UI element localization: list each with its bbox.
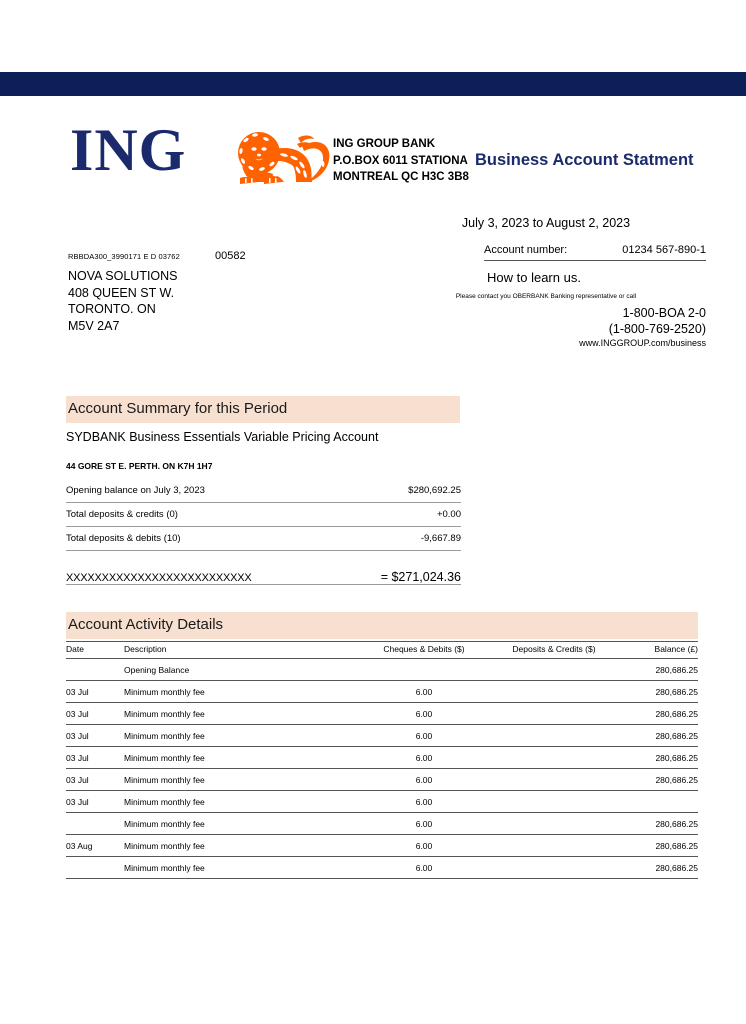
summary-row-amount: +0.00 [436,509,461,520]
cell-debit: 6.00 [354,769,494,791]
cell-description: Minimum monthly fee [124,681,354,703]
account-number-label: Account number: [484,244,568,256]
cell-date: 03 Jul [66,769,124,791]
cell-description: Minimum monthly fee [124,791,354,813]
cell-credit [494,681,614,703]
column-header-credits: Deposits & Credits ($) [494,642,614,659]
cell-credit [494,857,614,879]
cell-credit [494,725,614,747]
cell-credit [494,791,614,813]
cell-balance [614,791,698,813]
table-row [66,857,698,879]
table-row [66,703,698,725]
table-row [66,725,698,747]
statement-period: July 3, 2023 to August 2, 2023 [461,216,631,230]
column-header-debits: Cheques & Debits ($) [354,642,494,659]
cell-balance: 280,686.25 [614,703,698,725]
cell-description: Minimum monthly fee [124,769,354,791]
cell-balance: 280,686.25 [614,857,698,879]
summary-row [66,503,461,527]
summary-row [66,479,461,503]
customer-address [68,268,178,335]
cell-date: 03 Jul [66,747,124,769]
ing-wordmark-logo: ING [70,117,187,183]
account-summary-table [66,479,461,585]
summary-row [66,527,461,551]
customer-name: NOVA SOLUTIONS [68,269,178,283]
cell-balance: 280,686.25 [614,813,698,835]
table-header-row [66,642,698,659]
table-row [66,813,698,835]
customer-address-line-2: TORONTO. ON [68,302,156,317]
summary-row-label: Total deposits & credits (0) [66,509,178,520]
cell-date: 03 Jul [66,725,124,747]
table-row [66,747,698,769]
cell-balance: 280,686.25 [614,747,698,769]
cell-description: Minimum monthly fee [124,703,354,725]
summary-branch-address: 44 GORE ST E. PERTH. ON K7H 1H7 [66,461,213,471]
phone-secondary: (1-800-769-2520) [608,321,706,336]
column-header-description: Description [124,642,354,659]
customer-postal-code: M5V 2A7 [68,318,120,333]
bank-name: ING GROUP BANK [333,138,436,150]
cell-balance: 280,686.25 [614,725,698,747]
cell-debit [354,659,494,681]
cell-credit [494,659,614,681]
cell-debit: 6.00 [354,857,494,879]
cell-debit: 6.00 [354,681,494,703]
cell-date: 03 Aug [66,835,124,857]
cell-balance: 280,686.25 [614,659,698,681]
cell-description: Minimum monthly fee [124,835,354,857]
cell-date: 03 Jul [66,791,124,813]
activity-section-title: Account Activity Details [68,616,224,633]
summary-row-label: Total deposits & debits (10) [66,533,181,544]
learn-subtext: Please contact you OBERBANK Banking representative or call [455,293,637,300]
bank-website[interactable]: www.INGGROUP.com/business [579,338,706,349]
summary-section-title: Account Summary for this Period [68,400,288,417]
table-row [66,681,698,703]
cell-date: 03 Jul [66,681,124,703]
summary-row-amount: $280,692.25 [408,485,461,496]
table-row [66,659,698,681]
cell-description: Minimum monthly fee [124,725,354,747]
bank-address [333,136,469,186]
top-brand-band [0,72,746,96]
table-row [66,791,698,813]
summary-total-label: XXXXXXXXXXXXXXXXXXXXXXXXXX [66,572,252,584]
account-number-value: 01234 567-890-1 [622,244,706,256]
summary-product-name: SYDBANK Business Essentials Variable Pricing Account [66,430,379,444]
cell-credit [494,769,614,791]
cell-balance: 280,686.25 [614,769,698,791]
cell-debit: 6.00 [354,791,494,813]
account-number-row [484,244,706,261]
cell-date: 03 Jul [66,703,124,725]
customer-reference-code: RBBDA300_3990171 E D 03762 [68,252,180,261]
cell-debit: 6.00 [354,725,494,747]
cell-date [66,659,124,681]
cell-description: Minimum monthly fee [124,857,354,879]
account-activity-table [66,641,698,879]
summary-row-label: Opening balance on July 3, 2023 [66,485,205,496]
cell-debit: 6.00 [354,747,494,769]
page-title: Business Account Statment [475,151,694,169]
cell-description: Minimum monthly fee [124,813,354,835]
summary-total-amount: = $271,024.36 [380,570,461,584]
cell-credit [494,703,614,725]
cell-date [66,813,124,835]
cell-description: Opening Balance [124,659,354,681]
bank-address-line-2: MONTREAL QC H3C 3B8 [333,171,469,184]
cell-balance: 280,686.25 [614,835,698,857]
cell-credit [494,835,614,857]
cell-debit: 6.00 [354,813,494,835]
table-row [66,769,698,791]
cell-balance: 280,686.25 [614,681,698,703]
cell-description: Minimum monthly fee [124,747,354,769]
learn-heading: How to learn us. [487,270,581,285]
cell-date [66,857,124,879]
table-row [66,835,698,857]
contact-block [386,306,706,350]
column-header-date: Date [66,642,124,659]
bank-address-line-1: P.O.BOX 6011 STATIONA [333,154,468,167]
cell-credit [494,813,614,835]
cell-debit: 6.00 [354,835,494,857]
ing-lion-icon [228,120,338,195]
summary-total-row [66,551,461,585]
cell-credit [494,747,614,769]
customer-reference-number: 00582 [215,250,246,262]
column-header-balance: Balance (£) [614,642,698,659]
phone-primary: 1-800-BOA 2-0 [622,306,706,320]
customer-address-line-1: 408 QUEEN ST W. [68,285,175,300]
cell-debit: 6.00 [354,703,494,725]
summary-row-amount: -9,667.89 [420,533,461,544]
